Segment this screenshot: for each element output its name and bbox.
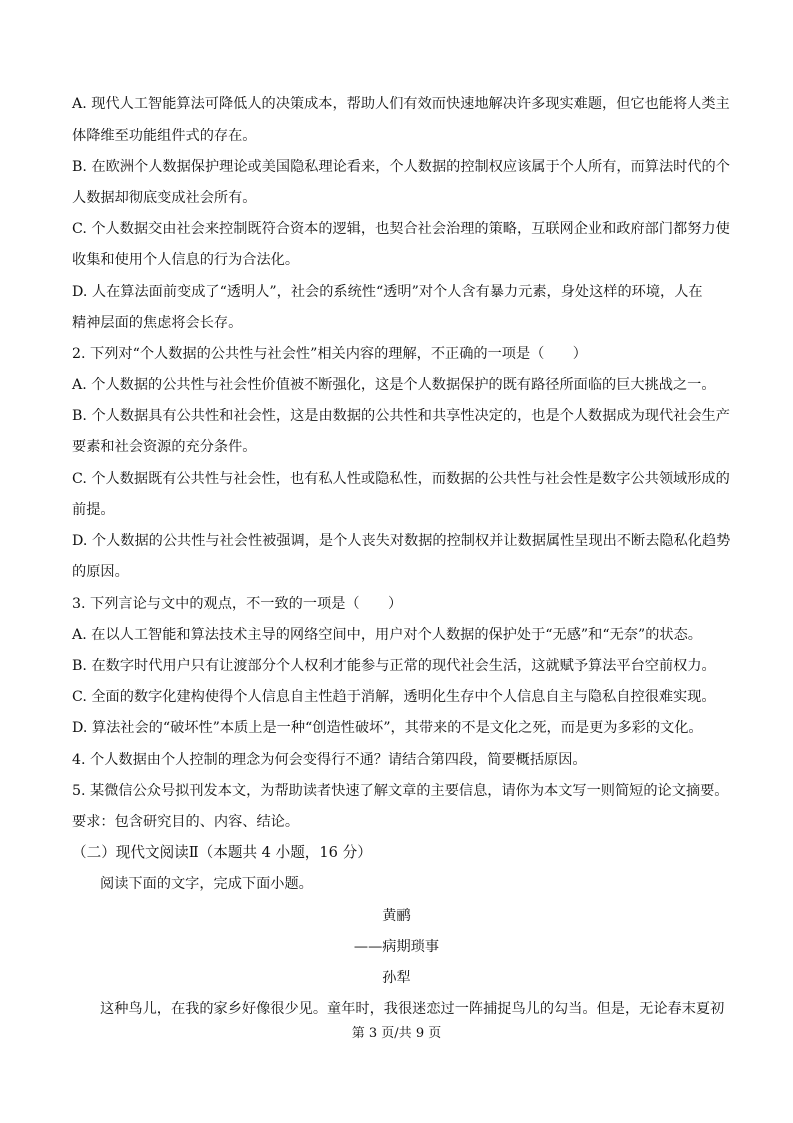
option-line: 要素和社会资源的充分条件。 (72, 439, 257, 455)
article-subtitle: ——病期琐事 (353, 939, 440, 955)
option-line: C. 个人数据交由社会来控制既符合资本的逻辑，也契合社会治理的策略，互联网企业和政府部门都努力使 (72, 221, 730, 237)
article-paragraph: 这种鸟儿，在我的家乡好像很少见。童年时，我很迷恋过一阵捕捉鸟儿的勾当。但是，无论春末夏初 (100, 1001, 725, 1017)
reading-instruction: 阅读下面的文字，完成下面小题。 (100, 876, 313, 892)
question-line: 2. 下列对“个人数据的公共性与社会性”相关内容的理解，不正确的一项是（ ） (72, 346, 587, 362)
option-line: 体降维至功能组件式的存在。 (72, 128, 257, 144)
option-line: A. 在以人工智能和算法技术主导的网络空间中，用户对个人数据的保护处于“无感”和“无奈”的状态。 (72, 627, 702, 643)
option-line: C. 全面的数字化建构使得个人信息自主性趋于消解，透明化生存中个人信息自主与隐私自控很难实现。 (72, 689, 716, 705)
option-line: 的原因。 (72, 564, 129, 580)
question-line: 5. 某微信公众号拟刊发本文，为帮助读者快速了解文章的主要信息，请你为本文写一则简短的论文摘要。 (72, 783, 729, 799)
article-title: 黄鹂 (382, 908, 411, 924)
option-line: B. 在数字时代用户只有让渡部分个人权利才能参与正常的现代社会生活，这就赋予算法平台空前权力。 (72, 658, 716, 674)
option-line: 人数据却彻底变成社会所有。 (72, 190, 257, 206)
option-line: A. 现代人工智能算法可降低人的决策成本，帮助人们有效而快速地解决许多现实难题，但它也能将人类主 (72, 96, 730, 112)
option-line: D. 个人数据的公共性与社会性被强调，是个人丧失对数据的控制权并让数据属性呈现出不断去隐私化趋势 (72, 533, 731, 549)
option-line: 精神层面的焦虑将会长存。 (72, 315, 243, 331)
option-line: C. 个人数据既有公共性与社会性，也有私人性或隐私性，而数据的公共性与社会性是数字公共领域形成的 (72, 471, 730, 487)
section-heading: （二）现代文阅读Ⅱ（本题共 4 小题，16 分） (72, 844, 372, 861)
requirement-line: 要求：包含研究目的、内容、结论。 (72, 814, 300, 830)
option-line: A. 个人数据的公共性与社会性价值被不断强化，这是个人数据保护的既有路径所面临的巨大挑战之一。 (72, 377, 716, 393)
option-line: B. 个人数据具有公共性和社会性，这是由数据的公共性和共享性决定的，也是个人数据成为现代社会生产 (72, 408, 730, 424)
page-footer: 第 3 页/共 9 页 (351, 1026, 442, 1041)
option-line: 收集和使用个人信息的行为合法化。 (72, 252, 300, 268)
question-line: 3. 下列言论与文中的观点，不一致的一项是（ ） (72, 596, 403, 612)
article-author: 孙犁 (382, 970, 411, 986)
option-line: D. 算法社会的“破坏性”本质上是一种“创造性破坏”，其带来的不是文化之死，而是更为多彩的文化。 (72, 720, 703, 736)
question-line: 4. 个人数据由个人控制的理念为何会变得行不通？请结合第四段，简要概括原因。 (72, 752, 587, 768)
option-line: B. 在欧洲个人数据保护理论或美国隐私理论看来，个人数据的控制权应该属于个人所有，而算法时代的个 (72, 159, 730, 175)
option-line: 前提。 (72, 502, 115, 518)
option-line: D. 人在算法面前变成了“透明人”，社会的系统性“透明”对个人含有暴力元素，身处这样的环境，人在 (72, 284, 703, 300)
